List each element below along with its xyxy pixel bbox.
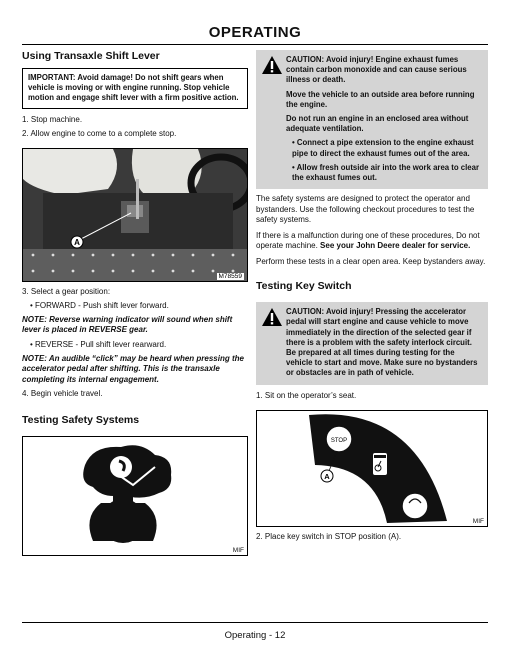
page-title: OPERATING bbox=[208, 24, 302, 41]
section-title-key-switch: Testing Key Switch bbox=[256, 280, 352, 293]
step-1: 1. Stop machine. bbox=[22, 114, 83, 124]
caution-exhaust-line-5: • Allow fresh outside air into the work area to clear the exhaust fumes out. bbox=[292, 162, 480, 183]
shift-lever-photo bbox=[22, 148, 248, 282]
safety-warning-figure bbox=[22, 436, 248, 556]
caution-exhaust-line-1: CAUTION: Avoid injury! Engine exhaust fumes contain carbon monoxide and can cause serious illness or death. bbox=[286, 55, 467, 85]
safety-paragraph-2-text: If there is a malfunction during one of these procedures, Do not operate machine. bbox=[256, 230, 480, 251]
callout-a: A bbox=[74, 237, 80, 247]
left-column bbox=[22, 50, 248, 556]
figure-label: MIF bbox=[472, 517, 484, 525]
bullet-reverse: • REVERSE - Pull shift lever rearward. bbox=[30, 339, 167, 349]
seated-operator-icon bbox=[23, 437, 247, 555]
caution-exhaust-box bbox=[256, 50, 488, 189]
key-step-2: 2. Place key switch in STOP position (A). bbox=[256, 531, 402, 541]
caution-exhaust-line-2: Move the vehicle to an outside area before running the engine. bbox=[286, 89, 475, 109]
note-reverse-warning: NOTE: Reverse warning indicator will sound when shift lever is placed in REVERSE gear. bbox=[22, 314, 233, 335]
key-step-1: 1. Sit on the operator’s seat. bbox=[256, 390, 357, 400]
section-title-shift-lever: Using Transaxle Shift Lever bbox=[22, 50, 160, 62]
important-box: IMPORTANT: Avoid damage! Do not shift gears when vehicle is moving or with engine running. Stop vehicle motion and engage shift lever with a firm positive action. bbox=[22, 68, 248, 109]
stop-label: STOP bbox=[330, 437, 348, 444]
safety-paragraph-1: The safety systems are designed to protect the operator and bystanders. Use the following checkout procedures to test the safety systems. bbox=[256, 194, 475, 225]
figure-label: MIF bbox=[232, 547, 244, 555]
warning-triangle-icon bbox=[261, 307, 283, 327]
header-rule bbox=[22, 44, 488, 45]
step-2: 2. Allow engine to come to a complete stop. bbox=[22, 128, 177, 138]
figure-label: M78559 bbox=[218, 272, 242, 280]
footer-rule bbox=[22, 622, 488, 623]
safety-paragraph-3: Perform these tests in a clear open area. Keep bystanders away. bbox=[256, 256, 486, 266]
safety-paragraph-2 bbox=[256, 231, 488, 252]
caution-exhaust-line-4: • Connect a pipe extension to the engine exhaust pipe to direct the exhaust fumes out of the area. bbox=[292, 138, 474, 158]
caution-exhaust-line-3: Do not run an engine in an enclosed area without adequate ventilation. bbox=[286, 114, 469, 134]
step-4: 4. Begin vehicle travel. bbox=[22, 389, 103, 399]
caution-accelerator-text: CAUTION: Avoid injury! Pressing the accelerator pedal will start engine and cause vehicle to move immediately in the direction of the selected gear if there is a problem with the safety interlock circuit. Be prepared at all times during testing for the vehicle to start and move. Make sure no bystanders or obstacles are in path of vehicle. bbox=[286, 307, 478, 378]
callout-a: A bbox=[324, 471, 330, 481]
shift-lever-illustration bbox=[23, 149, 247, 281]
bullet-forward: • FORWARD - Push shift lever forward. bbox=[30, 300, 169, 310]
step-3: 3. Select a gear position: bbox=[22, 286, 111, 296]
section-title-safety-systems: Testing Safety Systems bbox=[22, 414, 140, 427]
dealer-service-text: See your John Deere dealer for service. bbox=[320, 241, 471, 251]
note-click: NOTE: An audible “click” may be heard when pressing the accelerator pedal after shifting. This is the transaxle completing its internal engagement. bbox=[22, 353, 244, 384]
caution-accelerator-box bbox=[256, 302, 488, 384]
key-switch-diagram bbox=[257, 411, 487, 526]
warning-triangle-icon bbox=[261, 55, 283, 75]
page-number: Operating - 12 bbox=[224, 630, 286, 641]
right-column bbox=[256, 50, 488, 542]
key-switch-figure bbox=[256, 410, 488, 527]
